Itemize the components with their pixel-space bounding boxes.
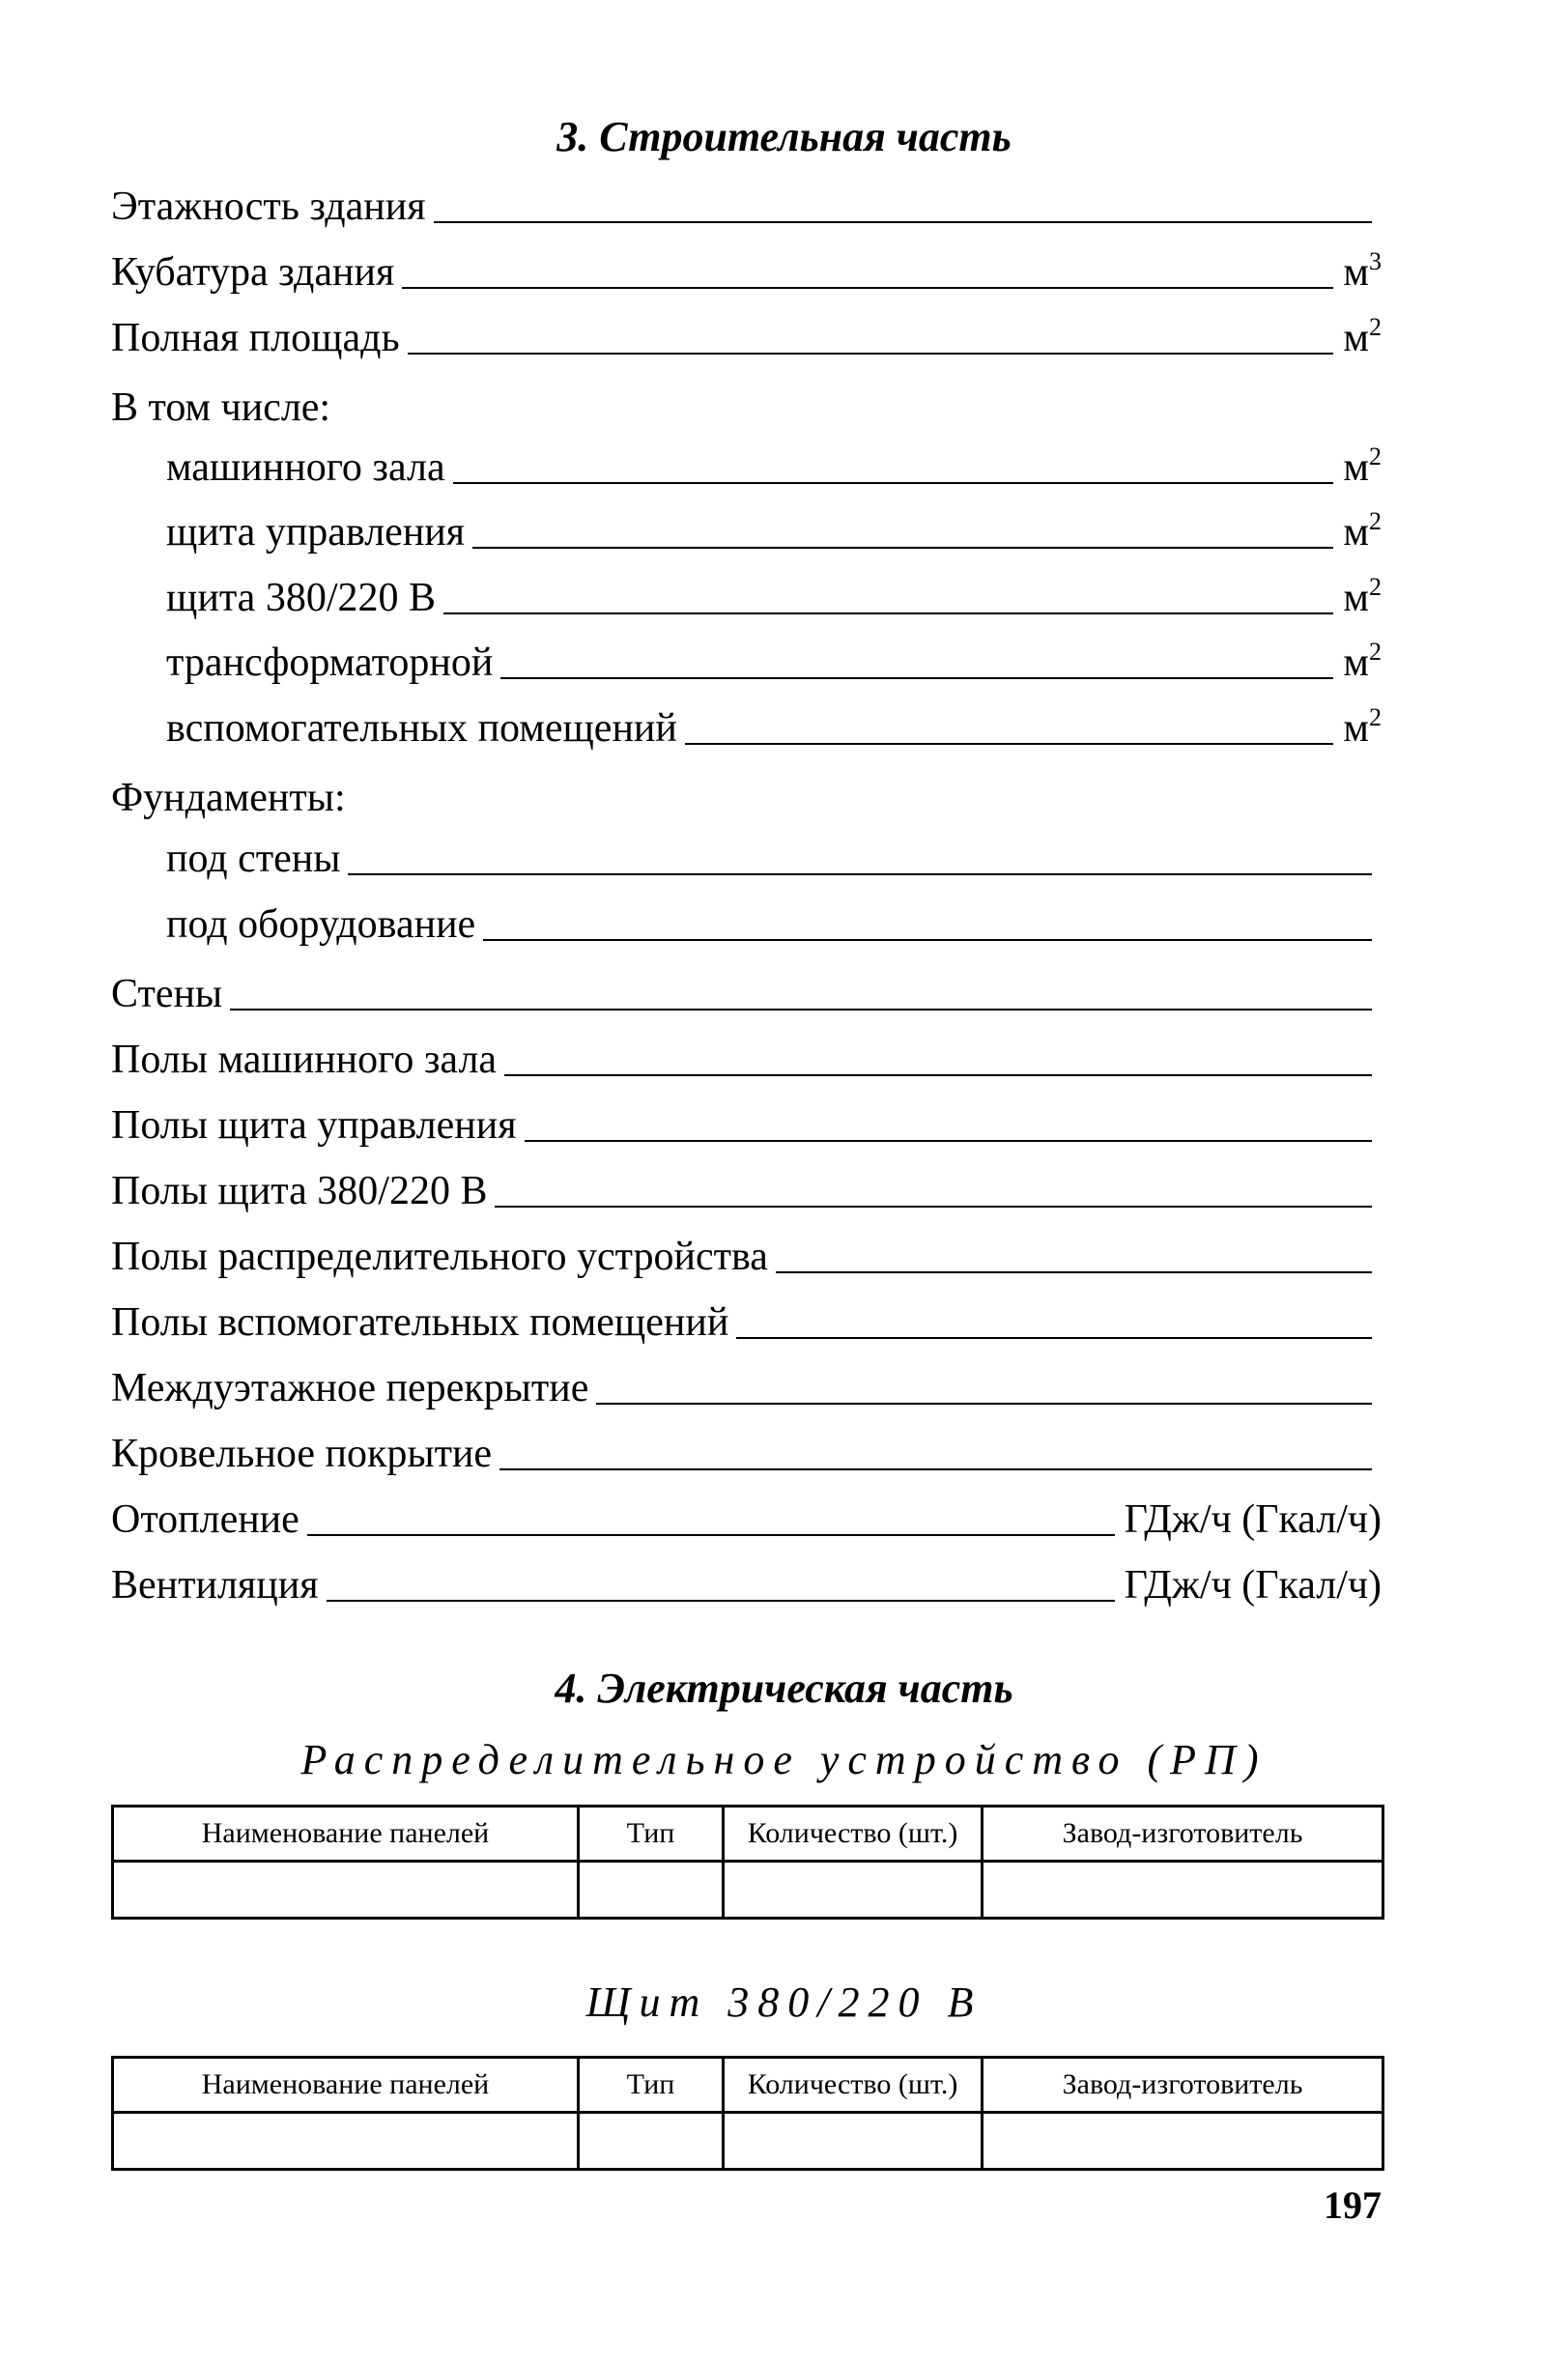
row-label: Кровельное покрытие	[111, 1432, 493, 1476]
blank-line[interactable]	[327, 1600, 1115, 1602]
blank-line[interactable]	[453, 482, 1334, 484]
row-unit: $м^2$	[1343, 703, 1382, 751]
row-unit: $м^3$	[1343, 247, 1382, 295]
form-row-panel-380-220	[166, 573, 1382, 620]
panel-380-220-table	[111, 2056, 1384, 2171]
row-label: щита 380/220 В	[166, 576, 437, 620]
form-row-heating	[111, 1499, 1382, 1540]
row-label: Стены	[111, 972, 223, 1016]
page-number: 197	[1324, 2183, 1382, 2227]
row-label: Этажность здания	[111, 185, 426, 229]
row-label: под оборудование	[166, 902, 476, 947]
row-label: Междуэтажное перекрытие	[111, 1366, 589, 1410]
header-manufacturer: Завод-изготовитель	[983, 2058, 1383, 2113]
form-row-walls	[111, 974, 1382, 1014]
row-label: трансформаторной	[166, 641, 494, 685]
header-quantity: Количество (шт.)	[724, 2058, 983, 2113]
row-label: В том числе:	[111, 385, 331, 430]
row-unit: $м^2$	[1343, 507, 1382, 555]
form-row-under-equipment	[166, 904, 1382, 945]
header-type: Тип	[579, 1807, 724, 1862]
form-row-ventilation	[111, 1565, 1382, 1606]
form-row-machine-hall	[166, 442, 1382, 490]
blank-line[interactable]	[443, 612, 1333, 614]
form-row-total-area	[111, 313, 1382, 360]
blank-line[interactable]	[525, 1140, 1372, 1142]
row-unit: $м^2$	[1343, 442, 1382, 490]
table-1-title: Распределительное устройство (РП)	[300, 1736, 1268, 1783]
form-row-floors	[111, 186, 1382, 227]
form-row-interfloor-slab	[111, 1368, 1382, 1409]
table-cell[interactable]	[983, 2113, 1383, 2170]
form-row-control-panel	[166, 507, 1382, 555]
header-panel-name: Наименование панелей	[113, 2058, 579, 2113]
table-header-row	[113, 1807, 1383, 1862]
form-row-floors-switchgear	[111, 1237, 1382, 1277]
blank-line[interactable]	[230, 1009, 1372, 1011]
blank-line[interactable]	[500, 677, 1333, 679]
row-unit: $м^2$	[1343, 313, 1382, 360]
row-unit: $м^2$	[1343, 638, 1382, 685]
row-label: Полы машинного зала	[111, 1038, 498, 1082]
blank-line[interactable]	[348, 873, 1372, 875]
form-row-under-walls	[166, 839, 1382, 879]
row-label: Вентиляция	[111, 1563, 319, 1608]
table-header-row	[113, 2058, 1383, 2113]
row-label: вспомогательных помещений	[166, 706, 677, 751]
row-unit: ГДж/ч (Гкал/ч)	[1124, 1497, 1382, 1542]
form-row-roofing	[111, 1434, 1382, 1474]
blank-line[interactable]	[776, 1271, 1372, 1273]
table-cell[interactable]	[579, 1862, 724, 1919]
header-type: Тип	[579, 2058, 724, 2113]
form-row-transformer	[166, 638, 1382, 685]
row-label: Кубатура здания	[111, 250, 395, 295]
blank-line[interactable]	[307, 1534, 1115, 1536]
table-cell[interactable]	[113, 1862, 579, 1919]
row-label: щита управления	[166, 510, 466, 555]
blank-line[interactable]	[504, 1074, 1372, 1076]
form-row-floors-control-panel	[111, 1105, 1382, 1146]
row-label: Отопление	[111, 1497, 299, 1542]
row-label: машинного зала	[166, 445, 445, 490]
form-row-floors-machine-hall	[111, 1039, 1382, 1080]
blank-line[interactable]	[596, 1403, 1372, 1405]
blank-line[interactable]	[408, 353, 1334, 355]
row-label: Фундаменты:	[111, 776, 346, 820]
form-row-including	[111, 387, 1382, 428]
blank-line[interactable]	[495, 1206, 1372, 1208]
form-row-floors-panel-380-220	[111, 1171, 1382, 1211]
row-label: Полная площадь	[111, 316, 400, 360]
row-label: Полы щита управления	[111, 1103, 517, 1148]
row-unit: $м^2$	[1343, 573, 1382, 620]
blank-line[interactable]	[434, 221, 1372, 223]
section-4-heading: 4. Электрическая часть	[555, 1665, 1013, 1712]
table-2-title: Щит 380/220 В	[585, 1979, 983, 2026]
blank-line[interactable]	[499, 1468, 1372, 1470]
form-row-foundations	[111, 778, 1382, 818]
blank-line[interactable]	[402, 287, 1333, 289]
table-cell[interactable]	[983, 1862, 1383, 1919]
row-label: Полы вспомогательных помещений	[111, 1300, 729, 1345]
table-cell[interactable]	[724, 2113, 983, 2170]
table-cell[interactable]	[724, 1862, 983, 1919]
table-cell[interactable]	[579, 2113, 724, 2170]
blank-line[interactable]	[736, 1337, 1372, 1339]
switchgear-table	[111, 1805, 1384, 1920]
table-row	[113, 2113, 1383, 2170]
table-cell[interactable]	[113, 2113, 579, 2170]
form-row-floors-auxiliary	[111, 1302, 1382, 1343]
form-row-auxiliary	[166, 703, 1382, 751]
blank-line[interactable]	[472, 547, 1333, 549]
header-manufacturer: Завод-изготовитель	[983, 1807, 1383, 1862]
section-3-heading: 3. Строительная часть	[556, 113, 1012, 160]
row-label: под стены	[166, 837, 341, 881]
form-row-volume	[111, 247, 1382, 295]
blank-line[interactable]	[685, 743, 1334, 745]
row-unit: ГДж/ч (Гкал/ч)	[1124, 1563, 1382, 1608]
blank-line[interactable]	[483, 939, 1372, 941]
table-row	[113, 1862, 1383, 1919]
row-label: Полы щита 380/220 В	[111, 1169, 488, 1213]
header-quantity: Количество (шт.)	[724, 1807, 983, 1862]
header-panel-name: Наименование панелей	[113, 1807, 579, 1862]
row-label: Полы распределительного устройства	[111, 1235, 768, 1279]
